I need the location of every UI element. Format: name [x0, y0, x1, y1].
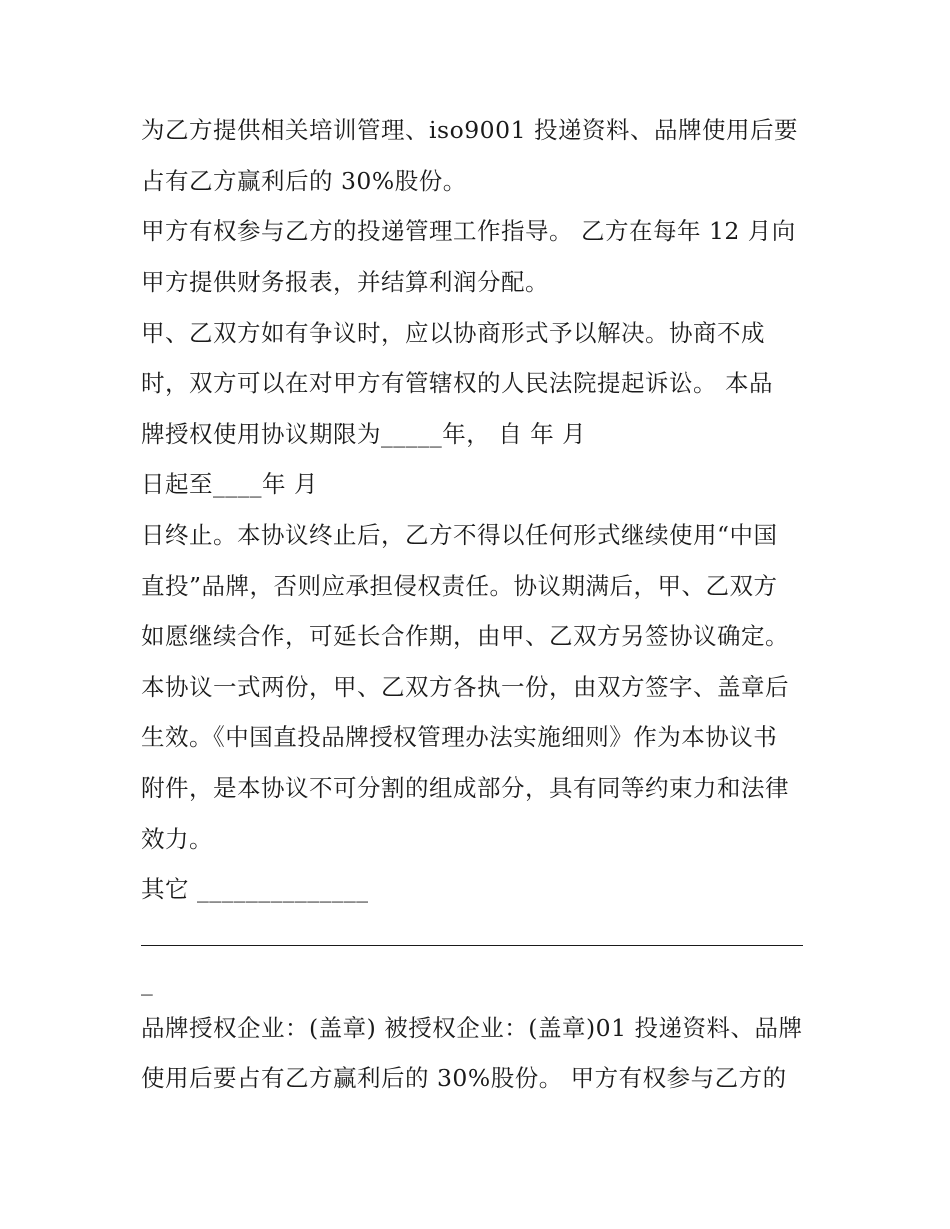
text-line: 其它 ______________ [141, 875, 369, 903]
closing-line: 品牌授权企业：(盖章) 被授权企业：(盖章)01 投递资料、品牌 [141, 1014, 803, 1042]
blank-fill-line [141, 945, 803, 946]
text-line: 本协议一式两份，甲、乙双方各执一份，由双方签字、盖章后 [141, 673, 789, 701]
blank-fill-line-tail: _ [141, 968, 154, 996]
text-line: 牌授权使用协议期限为_____年， 自 年 月 [141, 420, 587, 448]
text-line: 生效。《中国直投品牌授权管理办法实施细则》作为本协议书 [141, 723, 778, 751]
text-line: 日终止。本协议终止后，乙方不得以任何形式继续使用“中国 [141, 521, 778, 549]
text-line: 时，双方可以在对甲方有管辖权的人民法院提起诉讼。 本品 [141, 369, 773, 397]
text-line: 甲、乙双方如有争议时，应以协商形式予以解决。协商不成 [141, 319, 765, 347]
text-line: 甲方提供财务报表，并结算利润分配。 [141, 268, 549, 296]
text-line: 效力。 [141, 825, 213, 853]
text-line: 甲方有权参与乙方的投递管理工作指导。 乙方在每年 12 月向 [141, 217, 796, 245]
text-line: 如愿继续合作，可延长合作期，由甲、乙双方另签协议确定。 [141, 622, 789, 650]
text-line: 为乙方提供相关培训管理、iso9001 投递资料、品牌使用后要 [141, 116, 798, 144]
text-line: 日起至____年 月 [141, 470, 318, 498]
text-line: 占有乙方赢利后的 30%股份。 [141, 167, 467, 195]
text-line: 直投”品牌，否则应承担侵权责任。协议期满后，甲、乙双方 [141, 572, 778, 600]
text-line: 附件，是本协议不可分割的组成部分，具有同等约束力和法律 [141, 774, 789, 802]
closing-line: 使用后要占有乙方赢利后的 30%股份。 甲方有权参与乙方的 [141, 1064, 787, 1092]
